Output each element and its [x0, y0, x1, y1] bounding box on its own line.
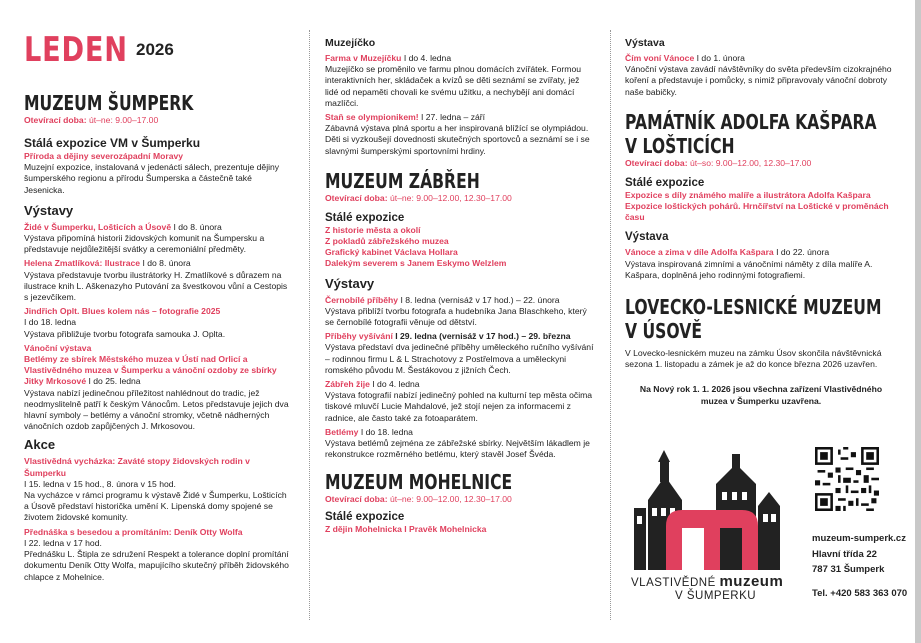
exhibit-title: Dalekým severem s Janem Eskymo Welzlem: [325, 258, 507, 269]
opening-hours: Otevírací doba: út–ne: 9.00–17.00: [24, 115, 159, 125]
exhibit-title: Expozice loštických pohárů. Hrnčířství na Loštické v proměnách času: [625, 201, 889, 223]
section-title: Akce: [24, 437, 56, 453]
event: Čím voní Vánoce I do 1. února Vánoční výstava zavádí návštěvníky do světa především cizokrajného koření a představuje i pomůcky, s nimiž připravovaly vánoční dobroty naše babičky.: [625, 53, 892, 97]
museum-title: MUZEUM ŠUMPERK: [24, 91, 194, 115]
logo-text: V ŠUMPERKU: [675, 590, 757, 602]
exhibit-text: Muzejní expozice, instalovaná v jedenácti sálech, prezentuje dějiny šumperského regionu a přírodu Šumperska a částečně také Jesenicka.: [24, 162, 280, 195]
opening-hours: Otevírací doba: út–ne: 9.00–12.00, 12.30–17.00: [325, 192, 512, 203]
column-divider: [309, 30, 311, 620]
page-edge: [915, 0, 921, 643]
section-title: Stálé expozice: [325, 211, 405, 224]
section-title: Výstavy: [24, 202, 74, 218]
section-title: Muzejíčko: [325, 37, 376, 49]
exhibit-title: Grafický kabinet Václava Hollara: [325, 247, 458, 258]
exhibit-title: Z historie města a okolí: [325, 224, 421, 235]
museum-title: MUZEUM MOHELNICE: [325, 470, 513, 495]
phone-number: Tel. +420 583 363 070: [812, 587, 908, 599]
museum-title: LOVECKO-LESNICKÉ MUZEUM: [625, 295, 882, 320]
holiday-note: Na Nový rok 1. 1. 2026 jsou všechna zařízení Vlastivědného muzea v Šumperku uzavřena.: [639, 384, 883, 406]
exhibit-title: Z pokladů zábřežského muzea: [325, 236, 449, 247]
event: Černobílé příběhy I 8. ledna (vernisáž v 17 hod.) – 22. února Výstava přiblíží tvorbu fotografa a hudebníka Jana Blaschkeho, který se černobílé fotografii věnuje od dětství.: [325, 294, 587, 328]
section-title: Stálé expozice: [325, 511, 405, 524]
event: Helena Zmatlíková: Ilustrace I do 8. února Výstava představuje tvorbu ilustrátorky H. Zmatlíkové s důrazem na ilustrace knih L. Aškenazyho Putování za švestkovou vůní a Cestopis s jezevčíkem.: [24, 258, 288, 303]
event: Jindřich Oplt. Blues kolem nás – fotografie 2025 I do 18. ledna Výstava přibližuje tvorbu fotografa samouka J. Oplta.: [24, 306, 226, 339]
exhibit-title: Expozice s díly známého malíře a ilustrátora Adolfa Kašpara: [625, 189, 871, 200]
event: Zábřeh žije I do 4. ledna Výstava fotografií nabízí jedinečný pohled na kulturní tep města očima tiskové mluvčí Lucie Mahdalové, jež stojí nejen za informacemi z radnice, ale často také za fotoaparátem.: [325, 379, 593, 423]
section-title: Výstava: [625, 37, 665, 49]
event: Vlastivědná vycházka: Zaváté stopy židovských rodin v Šumperku I 15. ledna v 15 hod., 8. února v 15 hod. Na vycházce v rámci programu k výstavě Židé v Šumperku, Lošticích a Úsově představí historička umění K. Lipenská domy spojené se životem židovské komunity.: [24, 456, 287, 523]
opening-hours: Otevírací doba: út–so: 9.00–12.00, 12.30–17.00: [625, 157, 812, 168]
event: Vánoce a zima v díle Adolfa Kašpara I do 22. února Výstava inspirovaná zimními a vánočními náměty z díla malíře A. Kašpara, doplněná jeho rodinnými fotografiemi.: [625, 247, 873, 280]
address-street: Hlavní třída 22: [812, 548, 877, 560]
logo-text: VLASTIVĚDNÉ muzeum: [631, 573, 784, 590]
column-sumperk: [24, 32, 292, 583]
column-zabreh: [325, 37, 595, 536]
event: Staň se olympionikem! I 27. ledna – září Zábavná výstava plná sportu a her inspirovaná blížící se olympiádou. Děti si vyzkoušejí dovednosti skutečných sportovců a seznámí se i se slavnými šumperskými sportovními hrdiny.: [325, 112, 590, 156]
museum-title: PAMÁTNÍK ADOLFA KAŠPARA: [625, 109, 877, 134]
section-title: Stálé expozice: [625, 176, 705, 189]
year: 2026: [136, 40, 174, 59]
event: Příběhy vyšívání I 29. ledna (vernisáž v 17 hod.) – 29. března Výstava představí dva jedinečné příběhy uměleckého ručního vyšívání – rodinnou firmu L & L Strachotovy z Postřelmova a uměleckyni romského původu M. Šestákovou z jižních Čech.: [325, 331, 594, 375]
museum-text: V Lovecko-lesnickém muzeu na zámku Úsov skončila návštěvnická sezona 1. listopadu a zámek je až do konce března 2026 uzavřen.: [625, 348, 882, 370]
column-losticice-usov: [625, 37, 897, 407]
opening-hours: Otevírací doba: út–ne: 9.00–12.00, 12.30–17.00: [325, 494, 512, 505]
museum-title: V LOŠTICÍCH: [625, 133, 735, 158]
museum-title: V ÚSOVĚ: [625, 319, 702, 344]
event: Přednáška s besedou a promítáním: Deník Otty Wolfa I 22. ledna v 17 hod. Přednášku L. Štipla ze sdružení Respekt a tolerance doplní promítání dokumentu Deník Otty Wolfa, mapujícího skutečný příběh židovského chlapce z Mohelnice.: [24, 526, 289, 582]
contact-block: [812, 531, 907, 601]
section-title: Výstavy: [325, 275, 375, 291]
section-title: Výstava: [625, 231, 669, 244]
website-link[interactable]: muzeum-sumperk.cz: [812, 533, 906, 544]
address-city: 787 31 Šumperk: [812, 564, 885, 575]
event: Farma v Muzejíčku I do 4. ledna Muzejíčko se proměnilo ve farmu plnou domácích zvířátek. Formou interaktivních her, skládaček a kvízů se děti seznámí se zvířaty, jež lidé od nepaměti chovali ke svému užitku, a nechybějí ani domácí mazlíčci.: [325, 53, 582, 108]
exhibit-title: Z dějin Mohelnicka I Pravěk Mohelnicka: [325, 524, 487, 535]
month-title: LEDEN: [24, 30, 128, 70]
column-divider: [610, 30, 612, 620]
museum-title: MUZEUM ZÁBŘEH: [325, 168, 480, 193]
event: Vánoční výstava Betlémy ze sbírek Městského muzea v Ústí nad Orlicí a Vlastivědného muzea v Šumperku a vánoční ozdoby ze sbírky Jitky Mrkosové I do 25. ledna Výstava nabízí jedinečnou příležitost nahlédnout do tradic, jež neodmyslitelně patří k českým Vánocům. Letos představuje jejich dva hlavní symboly – betlémy a vánoční stromky, včetně nádherných vánočních ozdob zapůjčených J. Mrkosovou.: [24, 342, 289, 432]
event: Židé v Šumperku, Lošticích a Úsově I do 8. února Výstava připomíná historii židovských komunit na Šumpersku a představuje nejdůležitější svátky a ceremoniální předměty.: [24, 221, 265, 255]
event: Betlémy I do 18. ledna Výstava betlémů zejména ze zábřežské sbírky. Největším lákadlem je rekonstrukce rozměrného betlému, který stavěl Josef Švéda.: [325, 426, 590, 460]
qr-code-icon[interactable]: [815, 447, 879, 511]
exhibit-title: Příroda a dějiny severozápadní Moravy: [24, 151, 184, 161]
section-title: Stálá expozice VM v Šumperku: [24, 136, 201, 150]
